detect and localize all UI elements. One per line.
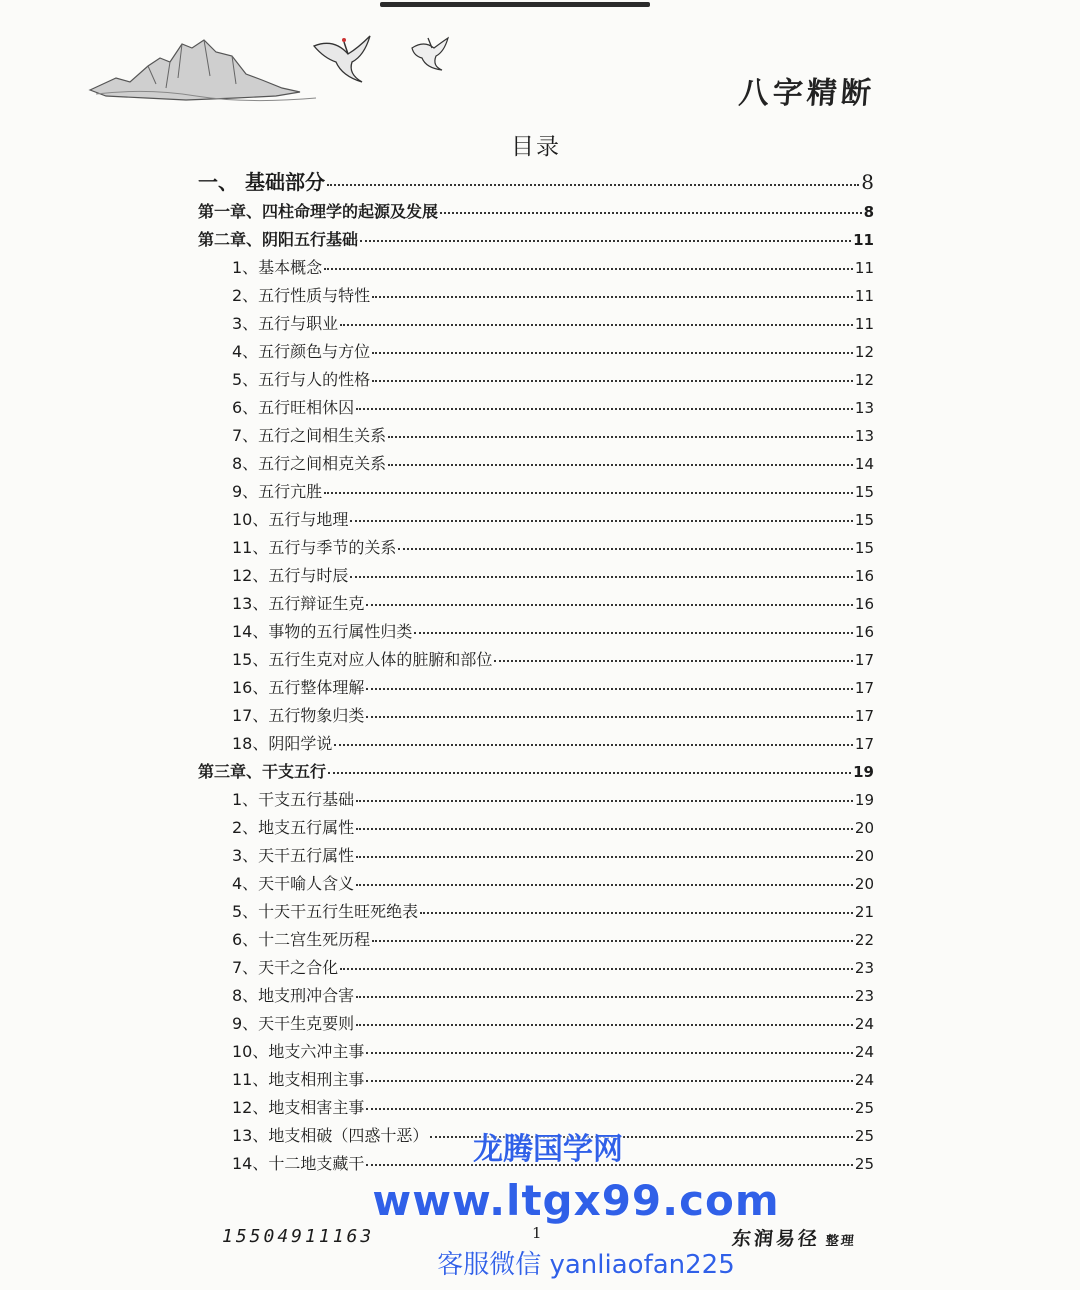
toc-entry-page: 22: [854, 931, 874, 949]
toc-entry-page: 21: [854, 903, 874, 921]
toc-entry-title: 第一章、四柱命理学的起源及发展: [198, 202, 439, 221]
dot-leader: [356, 408, 853, 410]
toc-entry-title: 10、五行与地理: [232, 510, 349, 529]
toc-entry-title: 18、阴阳学说: [232, 734, 333, 753]
toc-entry-page: 11: [853, 231, 874, 249]
dot-leader: [356, 828, 853, 830]
mountain-cranes-illustration: [86, 18, 466, 108]
dot-leader: [324, 268, 853, 270]
toc-entry-title: 12、地支相害主事: [232, 1098, 365, 1117]
dot-leader: [372, 940, 853, 942]
toc-entry-title: 5、十天干五行生旺死绝表: [232, 902, 419, 921]
dot-leader: [494, 660, 853, 662]
toc-entry-title: 17、五行物象归类: [232, 706, 365, 725]
toc-entry[interactable]: [198, 338, 874, 366]
dot-leader: [366, 604, 853, 606]
toc-entry-page: 20: [854, 847, 874, 865]
toc-entry[interactable]: [198, 1010, 874, 1038]
toc-entry-page: 24: [854, 1043, 874, 1061]
toc-entry-page: 13: [854, 427, 874, 445]
toc-entry-page: 14: [854, 455, 874, 473]
toc-entry[interactable]: [198, 506, 874, 534]
toc-entry-page: 20: [854, 875, 874, 893]
toc-entry-title: 2、五行性质与特性: [232, 286, 371, 305]
toc-entry-page: 15: [854, 511, 874, 529]
dot-leader: [388, 436, 853, 438]
toc-entry-title: 8、地支刑冲合害: [232, 986, 355, 1005]
toc-entry[interactable]: [198, 450, 874, 478]
toc-entry-page: 23: [854, 987, 874, 1005]
dot-leader: [350, 520, 853, 522]
toc-entry[interactable]: [198, 478, 874, 506]
toc-entry-title: 7、五行之间相生关系: [232, 426, 387, 445]
toc-entry-title: 15、五行生克对应人体的脏腑和部位: [232, 650, 493, 669]
toc-entry-title: 7、天干之合化: [232, 958, 339, 977]
dot-leader: [356, 884, 853, 886]
toc-entry-page: 17: [854, 651, 874, 669]
toc-entry-page: 23: [854, 959, 874, 977]
toc-entry-title: 第二章、阴阳五行基础: [198, 230, 359, 249]
toc-entry[interactable]: [198, 166, 874, 198]
toc-entry-page: 12: [854, 371, 874, 389]
toc-entry-page: 11: [854, 287, 874, 305]
toc-entry-page: 16: [854, 623, 874, 641]
toc-entry-page: 25: [854, 1155, 874, 1173]
dot-leader: [366, 1052, 853, 1054]
toc-entry-title: 1、基本概念: [232, 258, 323, 277]
dot-leader: [372, 352, 853, 354]
toc-entry-title: 11、地支相刑主事: [232, 1070, 365, 1089]
toc-heading: 目录: [511, 134, 561, 160]
toc-entry[interactable]: [198, 758, 874, 786]
toc-entry[interactable]: [198, 282, 874, 310]
toc-entry-title: 4、五行颜色与方位: [232, 342, 371, 361]
dot-leader: [356, 800, 853, 802]
table-of-contents: [198, 166, 874, 1178]
footer-phone-number: 15504911163: [222, 1226, 375, 1247]
watermark-service-contact: 客服微信 yanliaofan225: [437, 1250, 735, 1280]
toc-entry-page: 17: [854, 679, 874, 697]
toc-entry[interactable]: [198, 730, 874, 758]
toc-entry[interactable]: [198, 562, 874, 590]
toc-entry[interactable]: [198, 982, 874, 1010]
toc-entry-page: 17: [854, 735, 874, 753]
top-edge-bar: [380, 2, 650, 7]
toc-entry-title: 一、 基础部分: [198, 170, 325, 194]
dot-leader: [360, 240, 851, 242]
toc-entry-title: 3、五行与职业: [232, 314, 339, 333]
dot-leader: [420, 912, 853, 914]
toc-entry-page: 15: [854, 483, 874, 501]
book-title: 八字精断: [737, 76, 876, 111]
dot-leader: [350, 576, 853, 578]
toc-entry-title: 9、天干生克要则: [232, 1014, 355, 1033]
toc-entry-page: 13: [854, 399, 874, 417]
toc-entry-page: 17: [854, 707, 874, 725]
dot-leader: [328, 772, 851, 774]
dot-leader: [356, 996, 853, 998]
toc-entry[interactable]: [198, 618, 874, 646]
dot-leader: [324, 492, 853, 494]
toc-entry-title: 第三章、干支五行: [198, 762, 327, 781]
dot-leader: [398, 548, 853, 550]
toc-entry-title: 6、十二宫生死历程: [232, 930, 371, 949]
toc-entry-page: 16: [854, 567, 874, 585]
toc-entry[interactable]: [198, 254, 874, 282]
dot-leader: [372, 296, 853, 298]
toc-entry[interactable]: [198, 198, 874, 226]
toc-entry[interactable]: [198, 226, 874, 254]
dot-leader: [372, 380, 853, 382]
toc-entry[interactable]: [198, 422, 874, 450]
toc-entry-page: 25: [854, 1127, 874, 1145]
dot-leader: [340, 968, 853, 970]
dot-leader: [366, 1108, 853, 1110]
toc-entry[interactable]: [198, 394, 874, 422]
toc-entry-title: 14、十二地支藏干: [232, 1154, 365, 1173]
footer-page-number: 1: [532, 1224, 542, 1242]
toc-entry-page: 11: [854, 259, 874, 277]
toc-entry-page: 12: [854, 343, 874, 361]
toc-entry-title: 10、地支六冲主事: [232, 1042, 365, 1061]
dot-leader: [356, 1024, 853, 1026]
toc-entry[interactable]: [198, 1066, 874, 1094]
toc-entry-title: 4、天干喻人含义: [232, 874, 355, 893]
toc-entry-page: 24: [854, 1071, 874, 1089]
dot-leader: [388, 464, 853, 466]
toc-entry-page: 25: [854, 1099, 874, 1117]
toc-entry-title: 2、地支五行属性: [232, 818, 355, 837]
dot-leader: [440, 212, 862, 214]
toc-entry[interactable]: [198, 870, 874, 898]
toc-entry[interactable]: [198, 702, 874, 730]
toc-entry-page: 24: [854, 1015, 874, 1033]
toc-entry-page: 19: [853, 763, 874, 781]
toc-entry-page: 19: [854, 791, 874, 809]
toc-entry-title: 13、五行辩证生克: [232, 594, 365, 613]
dot-leader: [366, 716, 853, 718]
dot-leader: [334, 744, 853, 746]
toc-entry[interactable]: [198, 674, 874, 702]
toc-entry[interactable]: [198, 590, 874, 618]
toc-entry[interactable]: [198, 926, 874, 954]
watermark-site-name: 龙腾国学网: [473, 1132, 623, 1167]
toc-entry-page: 16: [854, 595, 874, 613]
toc-entry[interactable]: [198, 534, 874, 562]
dot-leader: [356, 856, 853, 858]
toc-entry-title: 16、五行整体理解: [232, 678, 365, 697]
toc-entry-page: 15: [854, 539, 874, 557]
dot-leader: [414, 632, 853, 634]
toc-entry[interactable]: [198, 786, 874, 814]
toc-entry-page: 8: [861, 170, 874, 194]
toc-entry-page: 20: [854, 819, 874, 837]
watermark-url[interactable]: www.ltgx99.com: [372, 1176, 780, 1225]
toc-entry[interactable]: [198, 954, 874, 982]
toc-entry-title: 9、五行亢胜: [232, 482, 323, 501]
toc-entry[interactable]: [198, 814, 874, 842]
toc-entry[interactable]: [198, 1038, 874, 1066]
dot-leader: [366, 1080, 853, 1082]
dot-leader: [366, 688, 853, 690]
toc-entry-title: 13、地支相破（四惑十恶）: [232, 1126, 429, 1145]
toc-entry-title: 6、五行旺相休囚: [232, 398, 355, 417]
toc-entry-title: 14、事物的五行属性归类: [232, 622, 413, 641]
footer-editor-suffix: 整理: [825, 1234, 857, 1249]
dot-leader: [340, 324, 853, 326]
toc-entry-page: 11: [854, 315, 874, 333]
dot-leader: [327, 184, 859, 186]
toc-entry[interactable]: [198, 1094, 874, 1122]
toc-entry-title: 8、五行之间相克关系: [232, 454, 387, 473]
toc-entry-title: 1、干支五行基础: [232, 790, 355, 809]
toc-entry-title: 12、五行与时辰: [232, 566, 349, 585]
toc-entry[interactable]: [198, 366, 874, 394]
toc-entry-title: 11、五行与季节的关系: [232, 538, 397, 557]
toc-entry-title: 5、五行与人的性格: [232, 370, 371, 389]
toc-entry[interactable]: [198, 310, 874, 338]
toc-entry-title: 3、天干五行属性: [232, 846, 355, 865]
toc-entry-page: 8: [863, 203, 874, 221]
toc-entry[interactable]: [198, 842, 874, 870]
toc-entry[interactable]: [198, 898, 874, 926]
footer-editor-name: 东润易径: [730, 1228, 821, 1250]
toc-entry[interactable]: [198, 646, 874, 674]
